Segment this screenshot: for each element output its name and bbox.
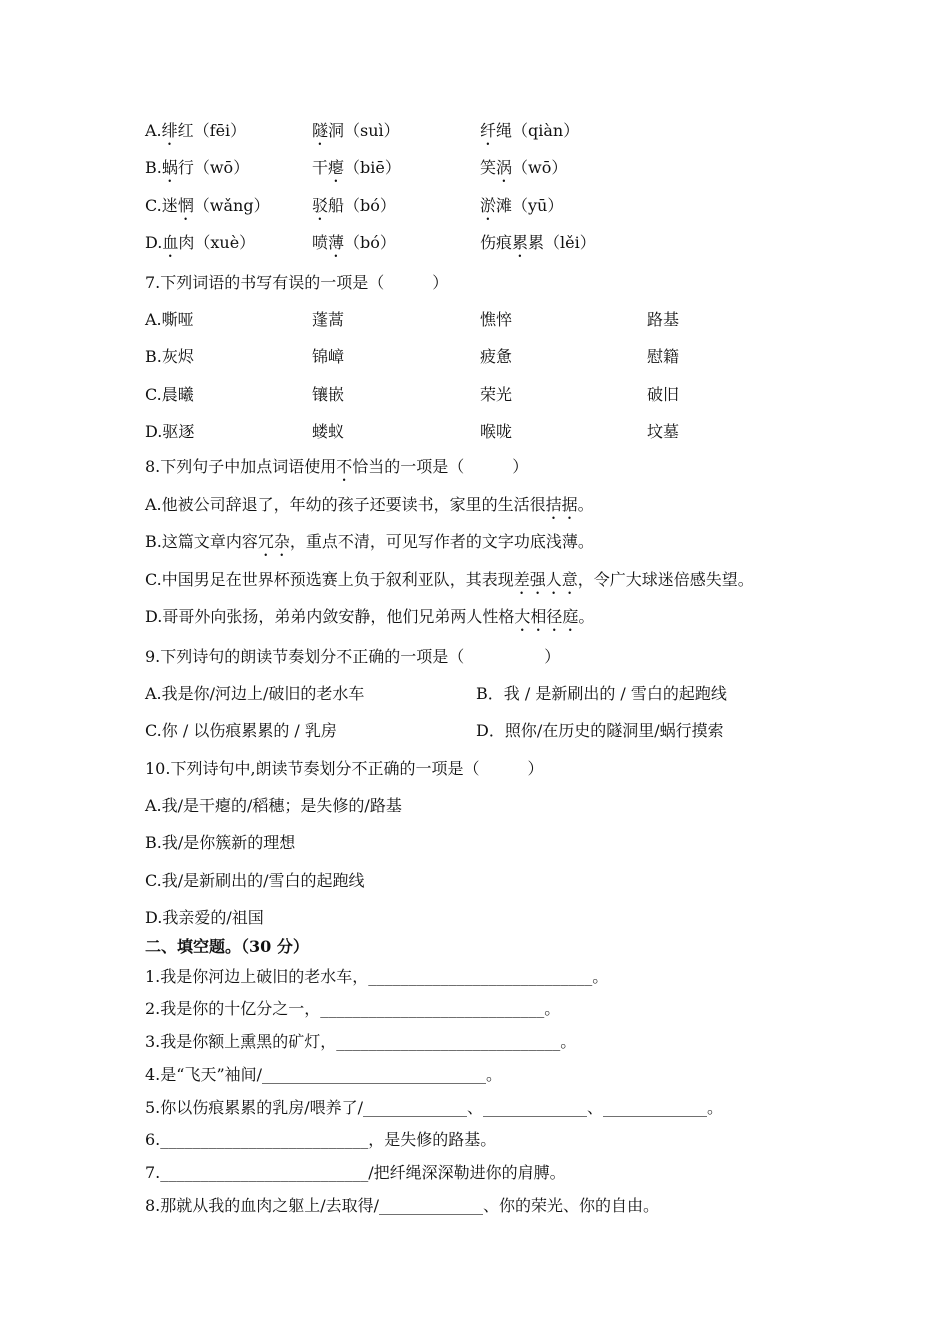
q7-row-d-1: D.驱逐 [145,422,195,441]
fill-item-6: 6.__________________________，是失修的路基。 [145,1130,497,1149]
q6-option-a [145,120,246,149]
q7-row-a-3: 憔悴 [480,310,513,329]
q6-a-word2: 隧洞（suì） [312,121,400,140]
q7-row-b-3: 疲惫 [480,347,513,366]
q6-d-word3: 伤痕累累（lěi） [480,233,596,252]
q7-question: 7.下列词语的书写有误的一项是（ ） [145,273,449,292]
q7-row-d-3: 喉咙 [480,422,513,441]
q7-row-c-3: 荣光 [480,385,513,404]
q6-a-word1: A.绯红（fēi） [145,121,247,140]
q7-row-a-1: A.嘶哑 [145,310,194,329]
q6-b-word3: 笑涡（wō） [480,158,568,177]
q6-c-word2: 驳船（bó） [312,196,396,215]
fill-item-7: 7.__________________________/把纤绳深深勒进你的肩膊。 [145,1163,566,1182]
q6-d-word2: 喷薄（bó） [312,233,396,252]
q10-option-b: B.我/是你簇新的理想 [145,833,296,852]
q9-option-c: C.你 / 以伤痕累累的 / 乳房 [145,721,337,740]
q7-row-b-1: B.灰烬 [145,347,194,366]
q7-row-a-2: 蓬蒿 [312,310,345,329]
q10-question: 10.下列诗句中,朗读节奏划分不正确的一项是（ ） [145,759,544,778]
q7-row-b-4: 慰籍 [647,347,680,366]
fill-item-2: 2.我是你的十亿分之一，____________________________。 [145,999,561,1018]
q6-c-word3: 淤滩（yū） [480,196,564,215]
q9-option-a: A.我是你/河边上/破旧的老水车 [145,684,365,703]
q6-a-word3: 纤绳（qiàn） [480,121,580,140]
q10-option-c: C.我/是新刷出的/雪白的起跑线 [145,871,365,890]
q7-row-a-4: 路基 [647,310,680,329]
fill-item-1: 1.我是你河边上破旧的老水车，____________________________。 [145,967,609,986]
q10-option-a: A.我/是干瘪的/稻穗；是失修的/路基 [145,796,402,815]
q6-b-word2: 干瘪（biē） [312,158,401,177]
q6-option-b: B.蜗行（wō） [145,158,250,177]
q7-row-d-4: 坟墓 [647,422,680,441]
q9-question: 9.下列诗句的朗读节奏划分不正确的一项是（ ） [145,647,561,666]
q7-row-c-1: C.晨曦 [145,385,194,404]
q8-option-c: C.中国男足在世界杯预选赛上负于叙利亚队，其表现差强人意，令广大球迷倍感失望。 [145,570,754,589]
section2-title: 二、填空题。（30 分） [145,937,309,956]
q7-row-b-2: 锦嶂 [312,347,345,366]
q9-option-d: D．照你/在历史的隧洞里/蜗行摸索 [476,721,724,740]
q9-option-b: B．我 / 是新刷出的 / 雪白的起跑线 [476,684,727,703]
q7-row-c-2: 镶嵌 [312,385,345,404]
q7-row-d-2: 蝼蚁 [312,422,345,441]
fill-item-3: 3.我是你额上熏黑的矿灯，____________________________。 [145,1032,577,1051]
q6-option-c: C.迷惘（wǎng） [145,196,270,215]
q8-option-d: D.哥哥外向张扬，弟弟内敛安静，他们兄弟两人性格大相径庭。 [145,607,595,626]
q7-row-c-4: 破旧 [647,385,680,404]
fill-item-5: 5.你以伤痕累累的乳房/喂养了/_____________、_____________、_____________。 [145,1098,724,1117]
q8-question: 8.下列句子中加点词语使用不恰当的一项是（ ） [145,457,529,476]
fill-item-4: 4.是“飞天”袖间/____________________________。 [145,1065,503,1084]
fill-item-8: 8.那就从我的血肉之躯上/去取得/_____________、你的荣光、你的自由。 [145,1196,660,1215]
q6-option-d: D.血肉（xuè） [145,233,256,252]
q8-option-b: B.这篇文章内容冗杂，重点不清，可见写作者的文字功底浅薄。 [145,532,594,551]
q8-option-a: A.他被公司辞退了，年幼的孩子还要读书，家里的生活很拮据。 [145,495,594,514]
q10-option-d: D.我亲爱的/祖国 [145,908,264,927]
